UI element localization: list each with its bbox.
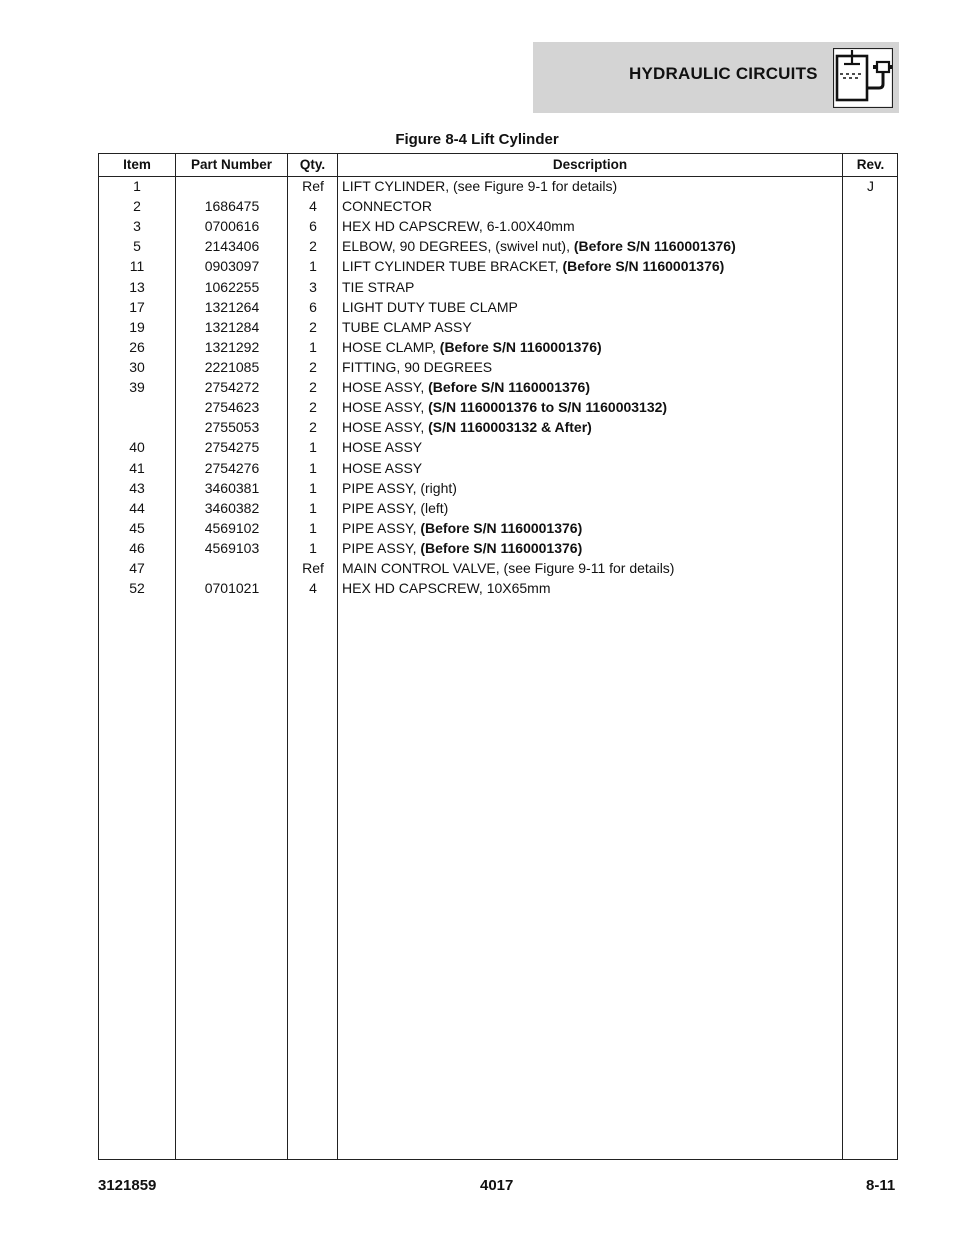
column-header-part-number: Part Number [190,157,273,172]
qty-cell: 6 [309,298,317,315]
serial-note: (Before S/N 1160001376) [420,539,583,556]
item-cell: 52 [129,580,145,597]
description-text: MAIN CONTROL VALVE, (see Figure 9-11 for details) [342,560,675,577]
description-cell [342,359,842,375]
description-text: PIPE ASSY, (left) [342,499,449,516]
table-row [99,578,897,598]
qty-cell: 1 [309,459,317,476]
serial-note: (S/N 1160003132 & After) [428,419,592,436]
description-cell [342,500,842,516]
section-title: HYDRAULIC CIRCUITS [629,64,818,83]
item-cell: 2 [133,198,141,215]
description-text: TIE STRAP [342,278,415,295]
qty-cell: Ref [302,560,324,577]
description-text: CONNECTOR [342,198,432,215]
item-cell: 17 [129,298,145,315]
item-cell: 39 [129,379,145,396]
description-text: LIFT CYLINDER, (see Figure 9-1 for details) [342,178,618,194]
part-number-cell: 2754275 [204,439,260,456]
serial-note: (Before S/N 1160001376) [439,338,602,355]
table-row [99,458,897,478]
table-row [99,377,897,397]
description-cell [342,580,842,596]
item-cell: 26 [129,338,145,355]
description-text: FITTING, 90 DEGREES [342,358,493,375]
description-cell [342,339,842,355]
part-number-cell: 2755053 [204,419,260,436]
description-cell [342,520,842,536]
item-cell: 41 [129,459,145,476]
table-row [99,236,897,256]
table-row [99,357,897,377]
description-text: ELBOW, 90 DEGREES, (swivel nut), [342,238,574,255]
table-row [99,558,897,578]
qty-cell: 1 [309,439,317,456]
item-cell: 1 [133,178,141,194]
column-header-qty: Qty. [299,157,326,172]
item-cell: 3 [133,218,141,235]
part-number-cell: 0903097 [204,258,260,275]
description-text: PIPE ASSY, [342,519,421,536]
part-number-cell: 1321284 [204,318,260,335]
qty-cell: 2 [309,399,317,416]
qty-cell: 6 [309,218,317,235]
table-row [99,478,897,498]
serial-note: (Before S/N 1160001376) [573,238,736,255]
description-text: PIPE ASSY, (right) [342,479,457,496]
column-header-rev: Rev. [856,157,885,172]
qty-cell: Ref [302,178,324,194]
description-text: HOSE ASSY [342,439,423,456]
description-cell [342,258,842,274]
description-cell [342,460,842,476]
item-cell: 45 [129,519,145,536]
serial-note: (S/N 1160001376 to S/N 1160003132) [428,399,668,416]
item-cell: 5 [133,238,141,255]
serial-note: (Before S/N 1160001376) [420,519,583,536]
item-cell: 13 [129,278,145,295]
qty-cell: 1 [309,258,317,275]
item-cell: 11 [129,258,145,275]
table-row [99,498,897,518]
column-header-description: Description [552,157,628,172]
hydraulic-reservoir-icon [833,48,893,108]
part-number-cell: 4569103 [204,539,260,556]
part-number-cell: 0701021 [204,580,260,597]
qty-cell: 2 [309,358,317,375]
description-cell [342,178,842,194]
description-cell [342,379,842,395]
part-number-cell: 0700616 [204,218,260,235]
description-text: HEX HD CAPSCREW, 6-1.00X40mm [342,218,575,235]
description-text: TUBE CLAMP ASSY [342,318,472,335]
qty-cell: 1 [309,539,317,556]
description-text: HOSE ASSY, [342,399,429,416]
table-row [99,176,897,196]
serial-note: (Before S/N 1160001376) [562,258,725,275]
qty-cell: 1 [309,519,317,536]
description-text: HOSE ASSY, [342,379,429,396]
qty-cell: 2 [309,419,317,436]
table-body [99,176,897,598]
table-row [99,417,897,437]
table-row [99,518,897,538]
table-row [99,538,897,558]
part-number-cell: 3460381 [204,479,260,496]
figure-title: Figure 8-4 Lift Cylinder [395,131,559,148]
qty-cell: 3 [309,278,317,295]
item-cell: 43 [129,479,145,496]
qty-cell: 2 [309,379,317,396]
rev-cell: J [867,178,874,194]
description-cell [342,540,842,556]
footer-doc-number: 3121859 [98,1177,157,1194]
part-number-cell: 2221085 [204,358,260,375]
item-cell: 47 [129,560,145,577]
part-number-cell: 1321264 [204,298,260,315]
table-row [99,297,897,317]
description-cell [342,419,842,435]
part-number-cell: 1321292 [204,338,260,355]
description-text: HOSE ASSY [342,459,423,476]
qty-cell: 4 [309,580,317,597]
description-cell [342,399,842,415]
table-row [99,397,897,417]
description-cell [342,218,842,234]
part-number-cell: 1686475 [204,198,260,215]
description-cell [342,198,842,214]
description-cell [342,439,842,455]
description-text: PIPE ASSY, [342,539,421,556]
table-row [99,196,897,216]
qty-cell: 1 [309,499,317,516]
qty-cell: 4 [309,198,317,215]
parts-table [98,153,898,1160]
description-cell [342,299,842,315]
item-cell: 30 [129,358,145,375]
item-cell: 46 [129,539,145,556]
part-number-cell: 2754272 [204,379,260,396]
description-text: HOSE CLAMP, [342,338,440,355]
part-number-cell: 2754276 [204,459,260,476]
table-row [99,216,897,236]
footer-model: 4017 [480,1177,514,1194]
part-number-cell: 1062255 [204,278,260,295]
footer-page-number: 8-11 [866,1177,896,1194]
description-text: HOSE ASSY, [342,419,429,436]
qty-cell: 1 [309,479,317,496]
description-cell [342,238,842,254]
description-text: HEX HD CAPSCREW, 10X65mm [342,580,551,597]
table-row [99,256,897,276]
description-cell [342,560,842,576]
serial-note: (Before S/N 1160001376) [428,379,590,396]
qty-cell: 2 [309,238,317,255]
qty-cell: 1 [309,338,317,355]
description-text: LIGHT DUTY TUBE CLAMP [342,298,518,315]
part-number-cell: 2754623 [204,399,260,416]
item-cell: 19 [129,318,145,335]
description-text: LIFT CYLINDER TUBE BRACKET, [342,258,563,275]
column-header-item: Item [123,157,151,172]
table-row [99,317,897,337]
description-cell [342,319,842,335]
description-cell [342,480,842,496]
part-number-cell: 2143406 [204,238,260,255]
qty-cell: 2 [309,318,317,335]
table-row [99,437,897,457]
table-row [99,337,897,357]
description-cell [342,279,842,295]
part-number-cell: 3460382 [204,499,260,516]
item-cell: 44 [129,499,145,516]
part-number-cell: 4569102 [204,519,260,536]
table-row [99,277,897,297]
item-cell: 40 [129,439,145,456]
